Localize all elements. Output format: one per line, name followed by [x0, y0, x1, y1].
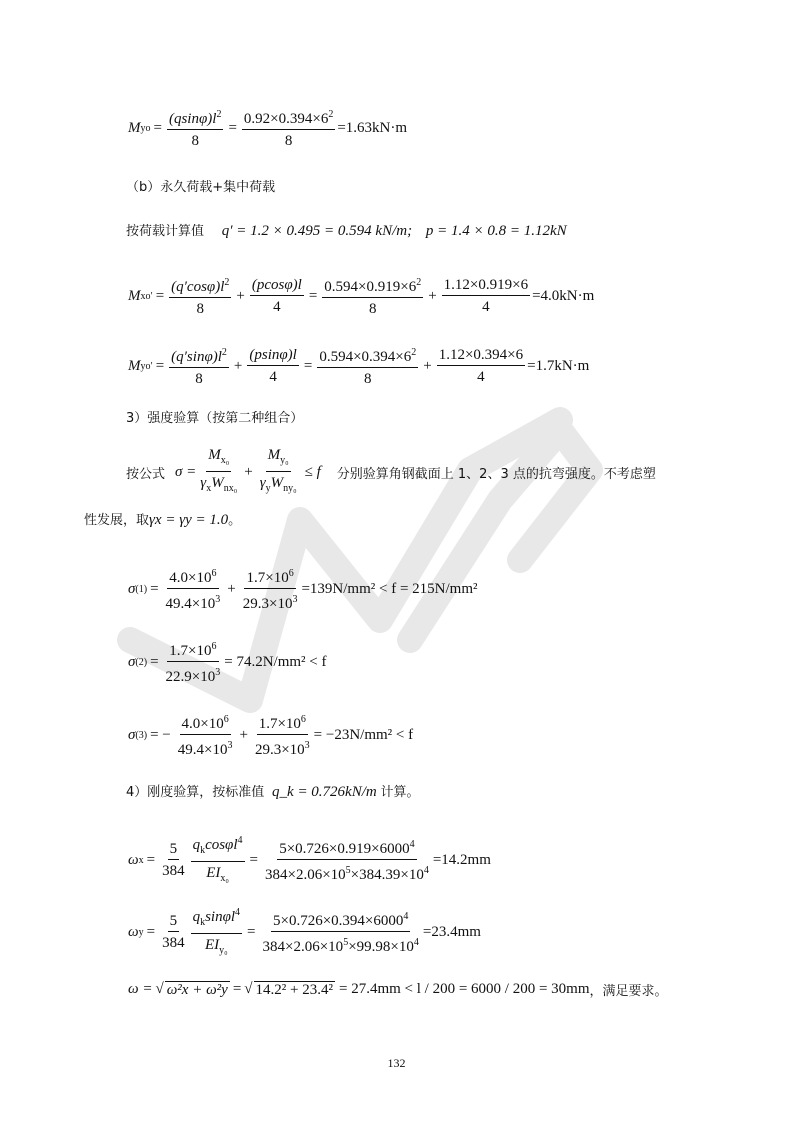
sup: 4	[403, 911, 409, 922]
tail: ，满足要求。	[589, 984, 668, 999]
sub: x₀	[220, 455, 230, 466]
sup: 3	[227, 740, 233, 751]
denominator: EI	[204, 937, 220, 953]
numerator: (pcosφ)l	[250, 276, 304, 296]
numerator: 1.7×10	[246, 570, 289, 586]
omega-total-equation: ω = √ ω²x + ω²y = √ 14.2² + 23.4² = 27.4mm < l / 200 = 6000 / 200 = 30mm ，满足要求。	[128, 981, 668, 999]
numerator: 5	[168, 912, 180, 932]
denominator: 8	[191, 133, 199, 149]
sub: y₀	[219, 945, 228, 956]
sigma: σ	[128, 726, 136, 743]
numerator: (q′cosφ)l	[171, 279, 225, 295]
sup: 6	[223, 714, 229, 725]
fraction	[176, 711, 235, 759]
denominator: 8	[364, 371, 372, 387]
numerator: 1.7×10	[258, 716, 301, 732]
text: 4）刚度验算，按标准值	[126, 785, 265, 800]
gamma-equation: γx = γy = 1.0	[149, 512, 229, 528]
result: = 74.2N/mm² < f	[224, 653, 327, 670]
sub: (1)	[135, 583, 148, 595]
denominator: 49.4×10	[165, 596, 216, 612]
sub: y	[138, 926, 144, 938]
var-m: M	[128, 357, 141, 374]
denominator: EI	[206, 865, 221, 881]
denominator: 384	[162, 863, 185, 879]
page-number: 132	[387, 1056, 406, 1070]
sub: (3)	[135, 729, 148, 741]
var-m: M	[128, 119, 141, 136]
numerator: 1.12×0.394×6	[437, 346, 525, 366]
fraction	[322, 274, 423, 318]
sqrt-1: ω²x + ω²y	[166, 981, 228, 998]
sup: 6	[211, 641, 217, 652]
sup: 5	[343, 937, 349, 948]
prime: ′	[150, 290, 153, 302]
denominator: 384	[162, 935, 185, 951]
sub: k	[200, 917, 206, 928]
sub: nx₀	[223, 483, 238, 494]
denominator: 29.3×10	[254, 742, 305, 758]
fraction	[198, 446, 239, 498]
sqrt-2: 14.2² + 23.4²	[255, 981, 333, 998]
denominator: γ	[200, 475, 207, 491]
denominator: 8	[368, 301, 377, 317]
section-3-heading: 3）强度验算（按第二种组合）	[126, 411, 304, 426]
denominator: 4	[477, 369, 485, 385]
sup: 3	[215, 594, 221, 605]
sup: 4	[235, 907, 241, 918]
result: = 27.4mm < l / 200 = 6000 / 200 = 30mm	[339, 981, 590, 997]
fraction	[160, 840, 187, 880]
sup: 5	[345, 865, 351, 876]
label: 按荷载计算值	[126, 224, 205, 239]
numerator: 4.0×10	[181, 716, 224, 732]
numerator: 5	[168, 840, 180, 860]
sigma: σ	[128, 653, 136, 670]
m-xo-equation-2: M xo ′ = $\frac{(q'\cos\varphi)l^2}{8}$ + $\frac{(pcos\varphi)l}{4}$ = $\frac{0.594\times 0.919\times 6^2}{8}$ + $\frac{1.12\times 0.919\times 6}{4}$ =4.0kN·m	[128, 274, 594, 318]
fraction	[250, 276, 304, 316]
numerator: 1.12×0.919×6	[442, 276, 530, 296]
tail: 计算。	[380, 785, 420, 800]
sup: 2	[411, 347, 417, 358]
fraction	[317, 344, 418, 388]
tail: ≤ f	[304, 463, 321, 480]
sup: 2	[224, 277, 230, 288]
sup: 6	[211, 568, 217, 579]
omega: ω	[128, 851, 139, 868]
denominator-2: ×99.98×10	[348, 939, 414, 955]
sup: 2	[328, 109, 334, 120]
sub: yo	[140, 360, 151, 372]
fraction	[242, 106, 335, 150]
denominator: 49.4×10	[177, 742, 228, 758]
var-m: M	[128, 287, 141, 304]
numerator: 0.594×0.394×6	[319, 349, 412, 365]
result: =4.0kN·m	[532, 287, 595, 304]
denominator: 4	[269, 369, 277, 385]
sub: y	[265, 483, 271, 494]
description: 分别验算角钢截面上 1、2、3 点的抗弯强度。不考虑塑	[336, 466, 656, 482]
fraction	[191, 832, 245, 888]
numerator: q	[192, 909, 201, 925]
sup: 2	[416, 277, 422, 288]
sub: y₀	[280, 455, 289, 466]
denominator: 22.9×10	[165, 669, 216, 685]
fraction	[160, 912, 187, 952]
fraction	[263, 836, 431, 884]
fraction	[164, 565, 223, 613]
fraction	[191, 904, 242, 960]
sigma-2-equation: σ (2) = $\frac{1.7\times 10^6}{22.9\times 10^3}$ = 74.2N/mm² < f	[128, 638, 327, 686]
result: =139N/mm² < f = 215N/mm²	[301, 580, 478, 597]
sup: 4	[423, 865, 429, 876]
fraction	[258, 446, 299, 498]
p-equation: p = 1.4 × 0.8 = 1.12kN	[425, 223, 567, 239]
sup: 3	[292, 594, 298, 605]
numerator: 0.594×0.919×6	[324, 279, 417, 295]
m-yo-equation-2: M yo ′ = $\frac{(q'\sin\varphi)l^2}{8}$ + $\frac{(psin\varphi)l}{4}$ = $\frac{0.594\times 0.394\times 6^2}{8}$ + $\frac{1.12\times 0.394\times 6}{4}$ =1.7kN·m	[128, 344, 589, 388]
denominator: γ	[259, 475, 266, 491]
numerator: 5×0.726×0.919×6000	[279, 841, 410, 857]
denominator: 29.3×10	[242, 596, 293, 612]
omega: ω	[128, 923, 139, 940]
m-yo-equation-1: M yo = $\frac{(qsin\varphi)l^2}{8}$ = $\frac{0.92\times 0.394\times 6^2}{8}$ =1.63kN·m	[128, 106, 407, 150]
sup: 4	[237, 835, 243, 846]
denominator-2: ×384.39×10	[350, 867, 424, 883]
numerator: 4.0×10	[169, 570, 212, 586]
sup: 6	[300, 714, 306, 725]
fraction	[253, 711, 312, 759]
omega: ω =	[128, 981, 153, 997]
qk-equation: q_k = 0.726kN/m	[272, 784, 377, 800]
sup: 4	[413, 937, 419, 948]
fraction	[169, 274, 231, 318]
sub: ny₀	[283, 483, 297, 494]
denominator-w: W	[270, 475, 284, 491]
end: 。	[228, 513, 242, 528]
numerator: q	[192, 837, 201, 853]
sub: x	[206, 483, 212, 494]
omega-y-equation: ω y = $\frac{5}{384}$ $\frac{q_k\sin\varphi l^4}{EI_{y_0}}$ = $\frac{5\times 0.726\times 0.394\times 6000^4}{384\times 2.06\times 10^5\times 99.98\times 10^4}$ =23.4mm	[128, 904, 481, 960]
numerator: M	[267, 447, 281, 463]
numerator: (qsinφ)l	[168, 111, 217, 127]
denominator: 8	[196, 301, 205, 317]
result: =14.2mm	[432, 851, 491, 868]
section-4-heading	[126, 781, 420, 801]
denominator: 4	[273, 299, 281, 315]
equals: =	[232, 981, 242, 997]
fraction	[169, 344, 229, 388]
fraction	[261, 908, 421, 956]
denominator-w: W	[211, 475, 224, 491]
sigma-3-equation: σ (3) = − $\frac{4.0\times 10^6}{49.4\times 10^3}$ + $\frac{1.7\times 10^6}{29.3\times 10^3}$ = −23N/mm² < f	[128, 711, 413, 759]
sup: 6	[288, 568, 294, 579]
sigma: σ =	[175, 463, 197, 480]
result: =1.63kN·m	[337, 119, 408, 136]
sup: 3	[304, 740, 310, 751]
omega-x-equation: ω x = $\frac{5}{384}$ $\frac{q_k\cos\varphi l^4}{EI_{x_0}}$ = $\frac{5\times 0.726\times 0.919\times 6000^4}{384\times 2.06\times 10^5\times 384.39\times 10^4}$ =14.2mm	[128, 832, 491, 888]
prefix: 按公式	[126, 466, 166, 482]
sigma-1-equation: σ (1) = $\frac{4.0\times 10^6}{49.4\times 10^3}$ + $\frac{1.7\times 10^6}{29.3\times 10^3}$ =139N/mm² < f = 215N/mm²	[128, 565, 478, 613]
sub: x₀	[220, 873, 229, 884]
text: 性发展，取	[84, 513, 150, 528]
q-equation: q′ = 1.2 × 0.495 = 0.594 kN/m;	[221, 223, 413, 239]
fraction	[167, 106, 223, 150]
result: =1.7kN·m	[527, 357, 590, 374]
sub: k	[200, 845, 206, 856]
numerator: 0.92×0.394×6	[243, 111, 329, 127]
result: = −23N/mm² < f	[313, 726, 414, 743]
sup: 2	[216, 109, 222, 120]
sigma: σ	[128, 580, 136, 597]
sub: (2)	[135, 656, 148, 668]
numerator: (psinφ)l	[247, 346, 298, 366]
denominator: 384×2.06×10	[262, 939, 344, 955]
prime: ′	[150, 360, 153, 372]
sup: 3	[215, 667, 221, 678]
sub: xo	[140, 290, 151, 302]
sup: 4	[409, 839, 415, 850]
strength-cont-line	[84, 509, 241, 529]
denominator: 4	[482, 299, 490, 315]
load-design-line	[126, 220, 567, 240]
numerator: 5×0.726×0.394×6000	[272, 913, 404, 929]
case-b-heading: （b）永久荷载+集中荷载	[126, 180, 276, 195]
fraction	[241, 565, 300, 613]
fraction	[247, 346, 298, 386]
sup: 2	[221, 347, 227, 358]
denominator: 8	[195, 371, 203, 387]
numerator: 1.7×10	[169, 643, 212, 659]
sub: x	[138, 854, 144, 866]
fraction	[442, 276, 530, 316]
sub: yo	[140, 122, 151, 134]
strength-formula-line: 按公式 σ = $\frac{M_{x_0}}{\gamma_xW_{nx_0}}$ + $\frac{M_{y_0}}{\gamma_yW_{ny_0}}$ ≤ f 分别验算角钢截面上 1、2、3 点的抗弯强度。不考虑塑	[126, 446, 656, 498]
denominator: 384×2.06×10	[265, 867, 346, 883]
numerator-2: cosφl	[205, 837, 238, 853]
fraction	[164, 638, 223, 686]
denominator: 8	[284, 133, 293, 149]
numerator-2: sinφl	[205, 909, 236, 925]
numerator: (q′sinφ)l	[171, 349, 222, 365]
fraction	[437, 346, 525, 386]
result: =23.4mm	[422, 923, 481, 940]
numerator: M	[208, 447, 221, 463]
